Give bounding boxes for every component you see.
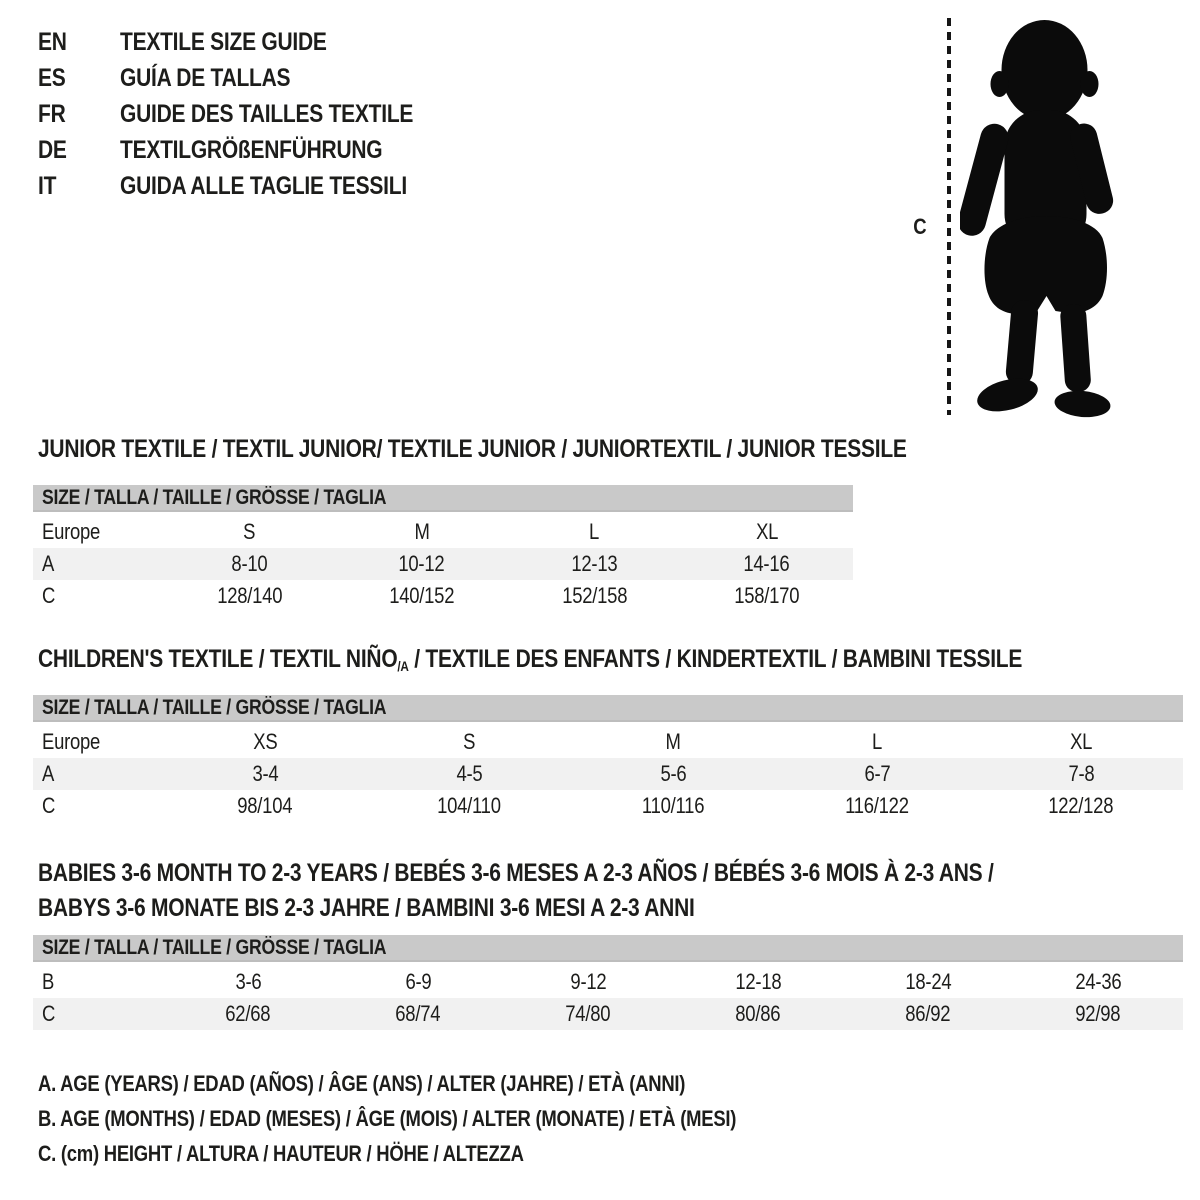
months-cell: 9-12 <box>570 969 606 994</box>
height-cell: 80/86 <box>735 1001 781 1026</box>
table-row-age <box>33 758 1183 790</box>
height-cell: 122/128 <box>1048 793 1114 818</box>
babies-size-table <box>33 935 1183 1030</box>
section-heading-babies-line2: BABYS 3-6 MONATE BIS 2-3 JAHRE / BAMBINI 3-6 MESI A 2-3 ANNI <box>38 894 695 922</box>
table-row-europe <box>33 516 853 548</box>
height-cell: 74/80 <box>565 1001 611 1026</box>
language-row-de <box>38 132 469 168</box>
table-row-height <box>33 580 853 612</box>
row-label: Europe <box>42 519 101 544</box>
legend-age-months: B. AGE (MONTHS) / EDAD (MESES) / ÂGE (MOIS) / ALTER (MONATE) / ETÀ (MESI) <box>38 1105 737 1131</box>
table-row-height <box>33 998 1183 1030</box>
size-cell: XS <box>252 729 278 754</box>
size-cell: XL <box>755 519 778 544</box>
size-cell: M <box>414 519 430 544</box>
language-code: FR <box>38 99 66 128</box>
section-heading-junior: JUNIOR TEXTILE / TEXTIL JUNIOR/ TEXTILE JUNIOR / JUNIORTEXTIL / JUNIOR TESSILE <box>38 435 907 463</box>
height-cell: 86/92 <box>905 1001 951 1026</box>
language-row-it <box>38 168 469 204</box>
height-cell: 98/104 <box>237 793 293 818</box>
language-row-en <box>38 24 469 60</box>
table-row-age <box>33 548 853 580</box>
language-title: GUIDE DES TAILLES TEXTILE <box>120 99 414 128</box>
junior-size-table <box>33 485 853 612</box>
measurement-legend <box>38 1066 869 1171</box>
height-cell: 128/140 <box>216 583 282 608</box>
age-cell: 4-5 <box>456 761 482 786</box>
legend-age-years: A. AGE (YEARS) / EDAD (AÑOS) / ÂGE (ANS) / ALTER (JAHRE) / ETÀ (ANNI) <box>38 1070 686 1096</box>
age-cell: 8-10 <box>231 551 268 576</box>
size-cell: L <box>871 729 883 754</box>
row-label: C <box>42 1001 56 1026</box>
table-row-height <box>33 790 1183 822</box>
size-cell: S <box>462 729 476 754</box>
height-cell: 92/98 <box>1075 1001 1121 1026</box>
language-code: ES <box>38 63 66 92</box>
legend-height-cm: C. (cm) HEIGHT / ALTURA / HAUTEUR / HÖHE / ALTEZZA <box>38 1140 524 1166</box>
size-cell: XL <box>1069 729 1093 754</box>
row-label: C <box>42 583 56 608</box>
height-measure-line <box>947 18 951 415</box>
age-cell: 14-16 <box>743 551 790 576</box>
toddler-silhouette-image <box>960 12 1140 422</box>
months-cell: 6-9 <box>405 969 431 994</box>
language-title: TEXTILE SIZE GUIDE <box>120 27 327 56</box>
language-code: EN <box>38 27 67 56</box>
size-header-bar: SIZE / TALLA / TAILLE / GRÖSSE / TAGLIA <box>33 485 853 512</box>
age-cell: 6-7 <box>864 761 890 786</box>
age-cell: 7-8 <box>1068 761 1094 786</box>
table-row-months <box>33 966 1183 998</box>
height-cell: 116/122 <box>845 793 909 818</box>
height-cell: 140/152 <box>389 583 455 608</box>
height-cell: 104/110 <box>437 793 501 818</box>
height-cell: 158/170 <box>734 583 800 608</box>
height-measure-label: C <box>913 214 927 239</box>
section-heading-babies-line1: BABIES 3-6 MONTH TO 2-3 YEARS / BEBÉS 3-6 MESES A 2-3 AÑOS / BÉBÉS 3-6 MOIS À 2-3 ANS / <box>38 859 994 887</box>
row-label: B <box>42 969 55 994</box>
language-list <box>38 24 469 204</box>
size-cell: S <box>243 519 256 544</box>
months-cell: 12-18 <box>734 969 782 994</box>
language-title: GUIDA ALLE TAGLIE TESSILI <box>120 171 407 200</box>
height-cell: 110/116 <box>641 793 705 818</box>
subscript-a: /A <box>397 658 409 674</box>
language-code: IT <box>38 171 57 200</box>
age-cell: 5-6 <box>660 761 686 786</box>
size-header-bar: SIZE / TALLA / TAILLE / GRÖSSE / TAGLIA <box>33 695 1183 722</box>
months-cell: 3-6 <box>235 969 261 994</box>
row-label: A <box>42 551 55 576</box>
size-header-bar: SIZE / TALLA / TAILLE / GRÖSSE / TAGLIA <box>33 935 1183 962</box>
language-title: TEXTILGRÖßENFÜHRUNG <box>120 135 383 164</box>
language-row-es <box>38 60 469 96</box>
months-cell: 18-24 <box>904 969 952 994</box>
age-cell: 12-13 <box>571 551 618 576</box>
row-label: A <box>42 761 55 786</box>
row-label: C <box>42 793 56 818</box>
age-cell: 3-4 <box>252 761 278 786</box>
language-code: DE <box>38 135 67 164</box>
age-cell: 10-12 <box>398 551 445 576</box>
size-cell: L <box>589 519 600 544</box>
table-row-europe <box>33 726 1183 758</box>
children-size-table <box>33 695 1183 822</box>
height-cell: 68/74 <box>395 1001 441 1026</box>
size-cell: M <box>665 729 681 754</box>
height-cell: 152/158 <box>561 583 627 608</box>
language-title: GUÍA DE TALLAS <box>120 63 291 92</box>
height-cell: 62/68 <box>225 1001 271 1026</box>
language-row-fr <box>38 96 469 132</box>
months-cell: 24-36 <box>1074 969 1122 994</box>
row-label: Europe <box>42 729 101 754</box>
section-heading-children: CHILDREN'S TEXTILE / TEXTIL NIÑO/A / TEXTILE DES ENFANTS / KINDERTEXTIL / BAMBINI TESSILE <box>38 645 1023 674</box>
